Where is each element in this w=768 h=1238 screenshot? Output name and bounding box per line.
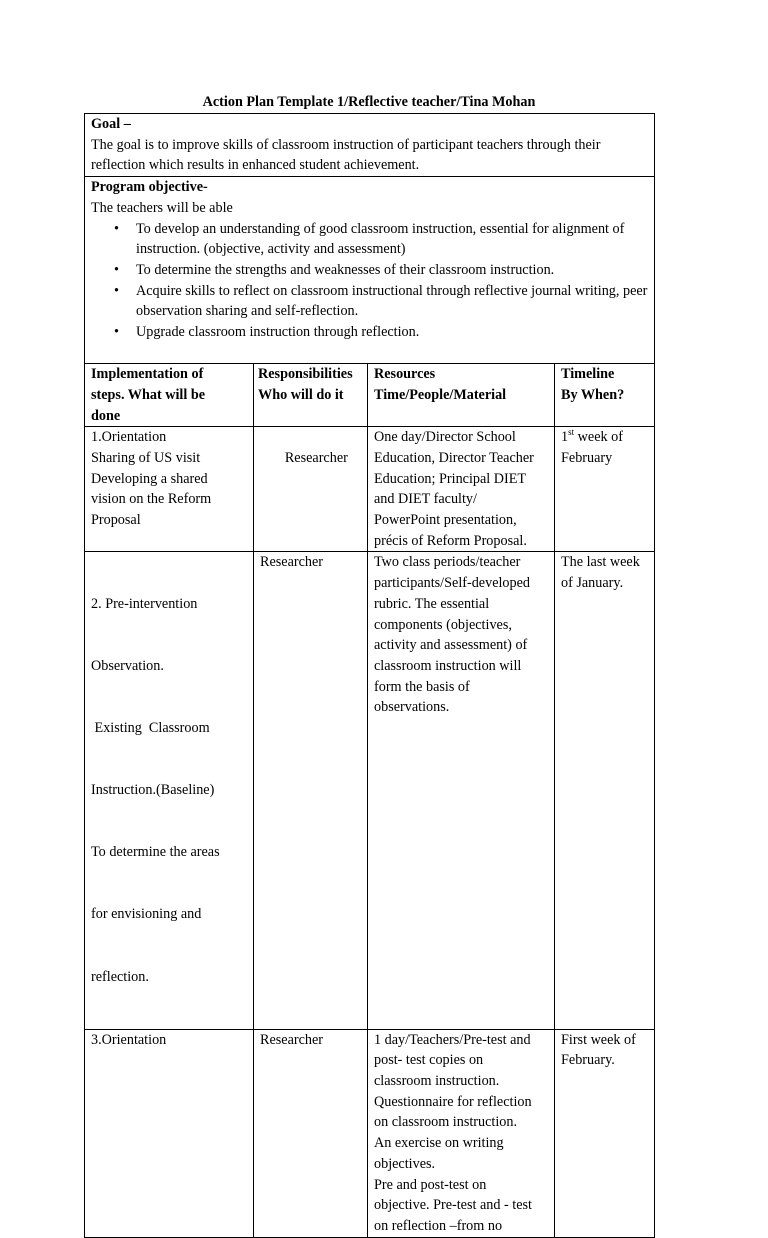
resource-line: on classroom instruction. bbox=[374, 1114, 518, 1131]
objectives-list bbox=[91, 219, 650, 343]
step-cell bbox=[85, 427, 254, 552]
header-resources-line: Resources bbox=[374, 366, 436, 383]
header-steps bbox=[85, 364, 254, 427]
resources-cell bbox=[368, 552, 555, 1029]
resource-line: form the basis of bbox=[374, 678, 470, 695]
resource-line: and DIET faculty/ bbox=[374, 491, 477, 508]
program-objective-label: Program objective- bbox=[91, 179, 208, 196]
step-line: Instruction.(Baseline) bbox=[91, 782, 215, 799]
goal-label: Goal – bbox=[91, 116, 131, 132]
resource-line: Pre and post-test on bbox=[374, 1176, 487, 1193]
resource-line: classroom instruction will bbox=[374, 657, 522, 674]
resource-line: Questionnaire for reflection bbox=[374, 1093, 532, 1110]
action-plan-table bbox=[84, 113, 655, 1238]
responsibility-cell bbox=[254, 427, 368, 552]
resource-line: activity and assessment) of bbox=[374, 637, 528, 654]
step-line: for envisioning and bbox=[91, 906, 202, 923]
resources-cell bbox=[368, 1029, 555, 1237]
timeline-line bbox=[561, 427, 650, 448]
program-objective-cell bbox=[85, 177, 655, 364]
timeline-text: week of bbox=[574, 429, 623, 446]
timeline-cell bbox=[555, 552, 655, 1029]
step-line: Developing a shared bbox=[91, 470, 208, 487]
resource-line: post- test copies on bbox=[374, 1052, 484, 1069]
header-responsibilities-line: Who will do it bbox=[258, 386, 344, 403]
resources-cell bbox=[368, 427, 555, 552]
header-responsibilities-line: Responsibilities bbox=[258, 366, 353, 383]
header-resources bbox=[368, 364, 555, 427]
step-line: 2. Pre-intervention bbox=[91, 595, 198, 612]
header-steps-line: steps. What will be bbox=[91, 386, 206, 403]
resource-line: 1 day/Teachers/Pre-test and bbox=[374, 1031, 531, 1048]
header-resources-line: Time/People/Material bbox=[374, 386, 507, 403]
table-row bbox=[85, 1029, 655, 1237]
resource-line: précis of Reform Proposal. bbox=[374, 532, 527, 549]
resource-line: An exercise on writing bbox=[374, 1135, 504, 1152]
step-line: vision on the Reform bbox=[91, 491, 212, 508]
responsibility-text: Researcher bbox=[281, 449, 348, 466]
resource-line: on reflection –from no bbox=[374, 1217, 503, 1234]
timeline-line: February bbox=[561, 449, 613, 466]
resource-line: Education, Director Teacher bbox=[374, 449, 534, 466]
goal-row bbox=[85, 114, 655, 177]
program-objective-row bbox=[85, 177, 655, 364]
timeline-cell bbox=[555, 427, 655, 552]
resource-line: PowerPoint presentation, bbox=[374, 512, 517, 529]
responsibility-text: Researcher bbox=[260, 554, 324, 571]
objective-item: • Acquire skills to reflect on classroom instructional through reflective journal writing, peer observation sharing and self-reflection. bbox=[136, 281, 650, 322]
responsibility-cell bbox=[254, 552, 368, 1029]
header-responsibilities bbox=[254, 364, 368, 427]
table-row bbox=[85, 552, 655, 1029]
resource-line: One day/Director School bbox=[374, 429, 516, 446]
timeline-line: The last week bbox=[561, 554, 640, 571]
timeline-ordinal: st bbox=[568, 427, 575, 438]
document-title: Action Plan Template 1/Reflective teacher/Tina Mohan bbox=[202, 94, 536, 110]
step-line: 1.Orientation bbox=[91, 429, 167, 446]
step-line: Observation. bbox=[91, 657, 164, 674]
step-cell bbox=[85, 1029, 254, 1237]
header-timeline-line: Timeline bbox=[561, 366, 615, 383]
timeline-line: of January. bbox=[561, 575, 624, 592]
resource-line: participants/Self-developed bbox=[374, 575, 531, 592]
header-steps-line: done bbox=[91, 407, 121, 424]
goal-text: The goal is to improve skills of classroom instruction of participant teachers through their reflection which results in enhanced student achievement. bbox=[91, 136, 601, 174]
header-timeline-line: By When? bbox=[561, 386, 625, 403]
timeline-line: February. bbox=[561, 1052, 615, 1069]
responsibility-text: Researcher bbox=[260, 1031, 324, 1048]
responsibility-cell bbox=[254, 1029, 368, 1237]
header-timeline bbox=[555, 364, 655, 427]
header-steps-line: Implementation of bbox=[91, 366, 204, 383]
table-row bbox=[85, 427, 655, 552]
step-cell bbox=[85, 552, 254, 1029]
timeline-line: First week of bbox=[561, 1031, 636, 1048]
resource-line: Two class periods/teacher bbox=[374, 554, 521, 571]
objective-item: • To develop an understanding of good classroom instruction, essential for alignment of instruction. (objective, activity and assessment) bbox=[136, 219, 650, 260]
goal-cell bbox=[85, 114, 655, 177]
resource-line: objectives. bbox=[374, 1155, 436, 1172]
program-intro: The teachers will be able bbox=[91, 199, 233, 216]
step-line: To determine the areas bbox=[91, 844, 220, 861]
header-row bbox=[85, 364, 655, 427]
resource-line: observations. bbox=[374, 699, 450, 716]
step-line: Existing Classroom bbox=[91, 720, 210, 737]
objective-item: • Upgrade classroom instruction through reflection. bbox=[136, 322, 650, 343]
resource-line: rubric. The essential bbox=[374, 595, 490, 612]
resource-line: objective. Pre-test and - test bbox=[374, 1197, 532, 1214]
resource-line: Education; Principal DIET bbox=[374, 470, 527, 487]
resource-line: components (objectives, bbox=[374, 616, 512, 633]
step-line: reflection. bbox=[91, 968, 149, 985]
step-line: Proposal bbox=[91, 512, 141, 529]
timeline-number: 1 bbox=[561, 429, 569, 446]
step-line: Sharing of US visit bbox=[91, 449, 201, 466]
objective-item: • To determine the strengths and weaknesses of their classroom instruction. bbox=[136, 260, 650, 281]
step-line: 3.Orientation bbox=[91, 1031, 167, 1048]
timeline-cell bbox=[555, 1029, 655, 1237]
resource-line: classroom instruction. bbox=[374, 1073, 500, 1090]
